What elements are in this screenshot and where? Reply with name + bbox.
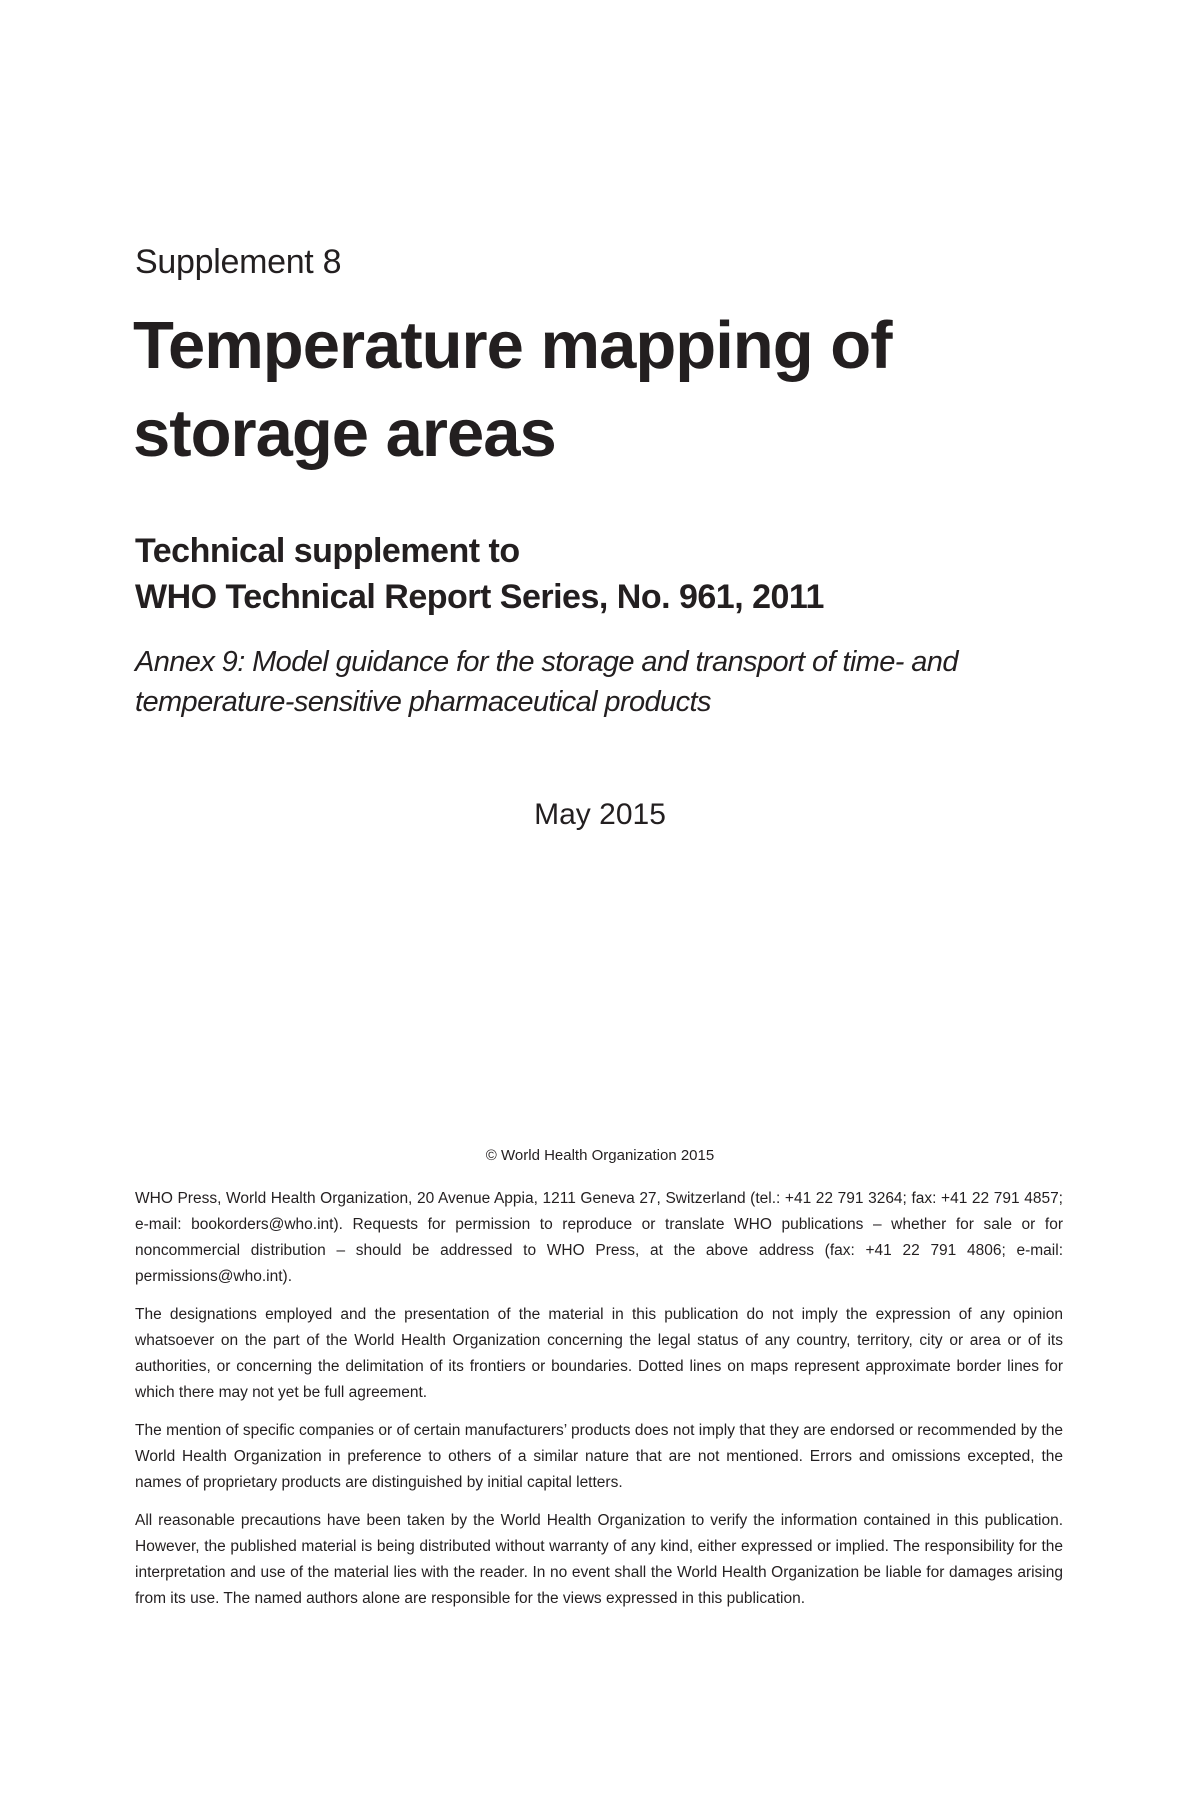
- supplement-label: Supplement 8: [135, 243, 342, 281]
- legal-paragraph: All reasonable precautions have been taken by the World Health Organization to verify the information contained in this publication. However, the published material is being distributed without warranty of any kind, either expressed or implied. The responsibility for the interpretation and use of the material lies with the reader. In no event shall the World Health Organization be liable for damages arising from its use. The named authors alone are responsible for the views expressed in this publication.: [135, 1512, 1063, 1607]
- subtitle-line-2: WHO Technical Report Series, No. 961, 2011: [135, 578, 824, 616]
- copyright-notice: © World Health Organization 2015: [485, 1147, 715, 1164]
- annex-reference: Annex 9: Model guidance for the storage and transport of time- and temperature-sensitive pharmaceutical products: [135, 646, 958, 718]
- publication-date: May 2015: [534, 798, 666, 831]
- legal-paragraph: The designations employed and the presentation of the material in this publication do not imply the expression of any opinion whatsoever on the part of the World Health Organization concerning the legal status of any country, territory, city or area or of its authorities, or concerning the delimitation of its frontiers or boundaries. Dotted lines on maps represent approximate border lines for which there may not yet be full agreement.: [135, 1306, 1063, 1401]
- legal-paragraph: The mention of specific companies or of certain manufacturers’ products does not imply that they are endorsed or recommended by the World Health Organization in preference to others of a similar nature that are not mentioned. Errors and omissions excepted, the names of proprietary products are distinguished by initial capital letters.: [135, 1422, 1063, 1491]
- subtitle: [135, 528, 1035, 620]
- legal-paragraph: WHO Press, World Health Organization, 20 Avenue Appia, 1211 Geneva 27, Switzerland (tel.: +41 22 791 3264; fax: +41 22 791 4857; e-mail: bookorders@who.int). Requests for permission to reproduce or translate WHO publications – whether for sale or for noncommercial distribution – should be addressed to WHO Press, at the above address (fax: +41 22 791 4806; e-mail: permissions@who.int).: [135, 1190, 1063, 1285]
- subtitle-line-1: Technical supplement to: [135, 532, 520, 570]
- page-title: Temperature mapping of storage areas: [133, 308, 892, 471]
- legal-notice: [135, 1186, 1063, 1624]
